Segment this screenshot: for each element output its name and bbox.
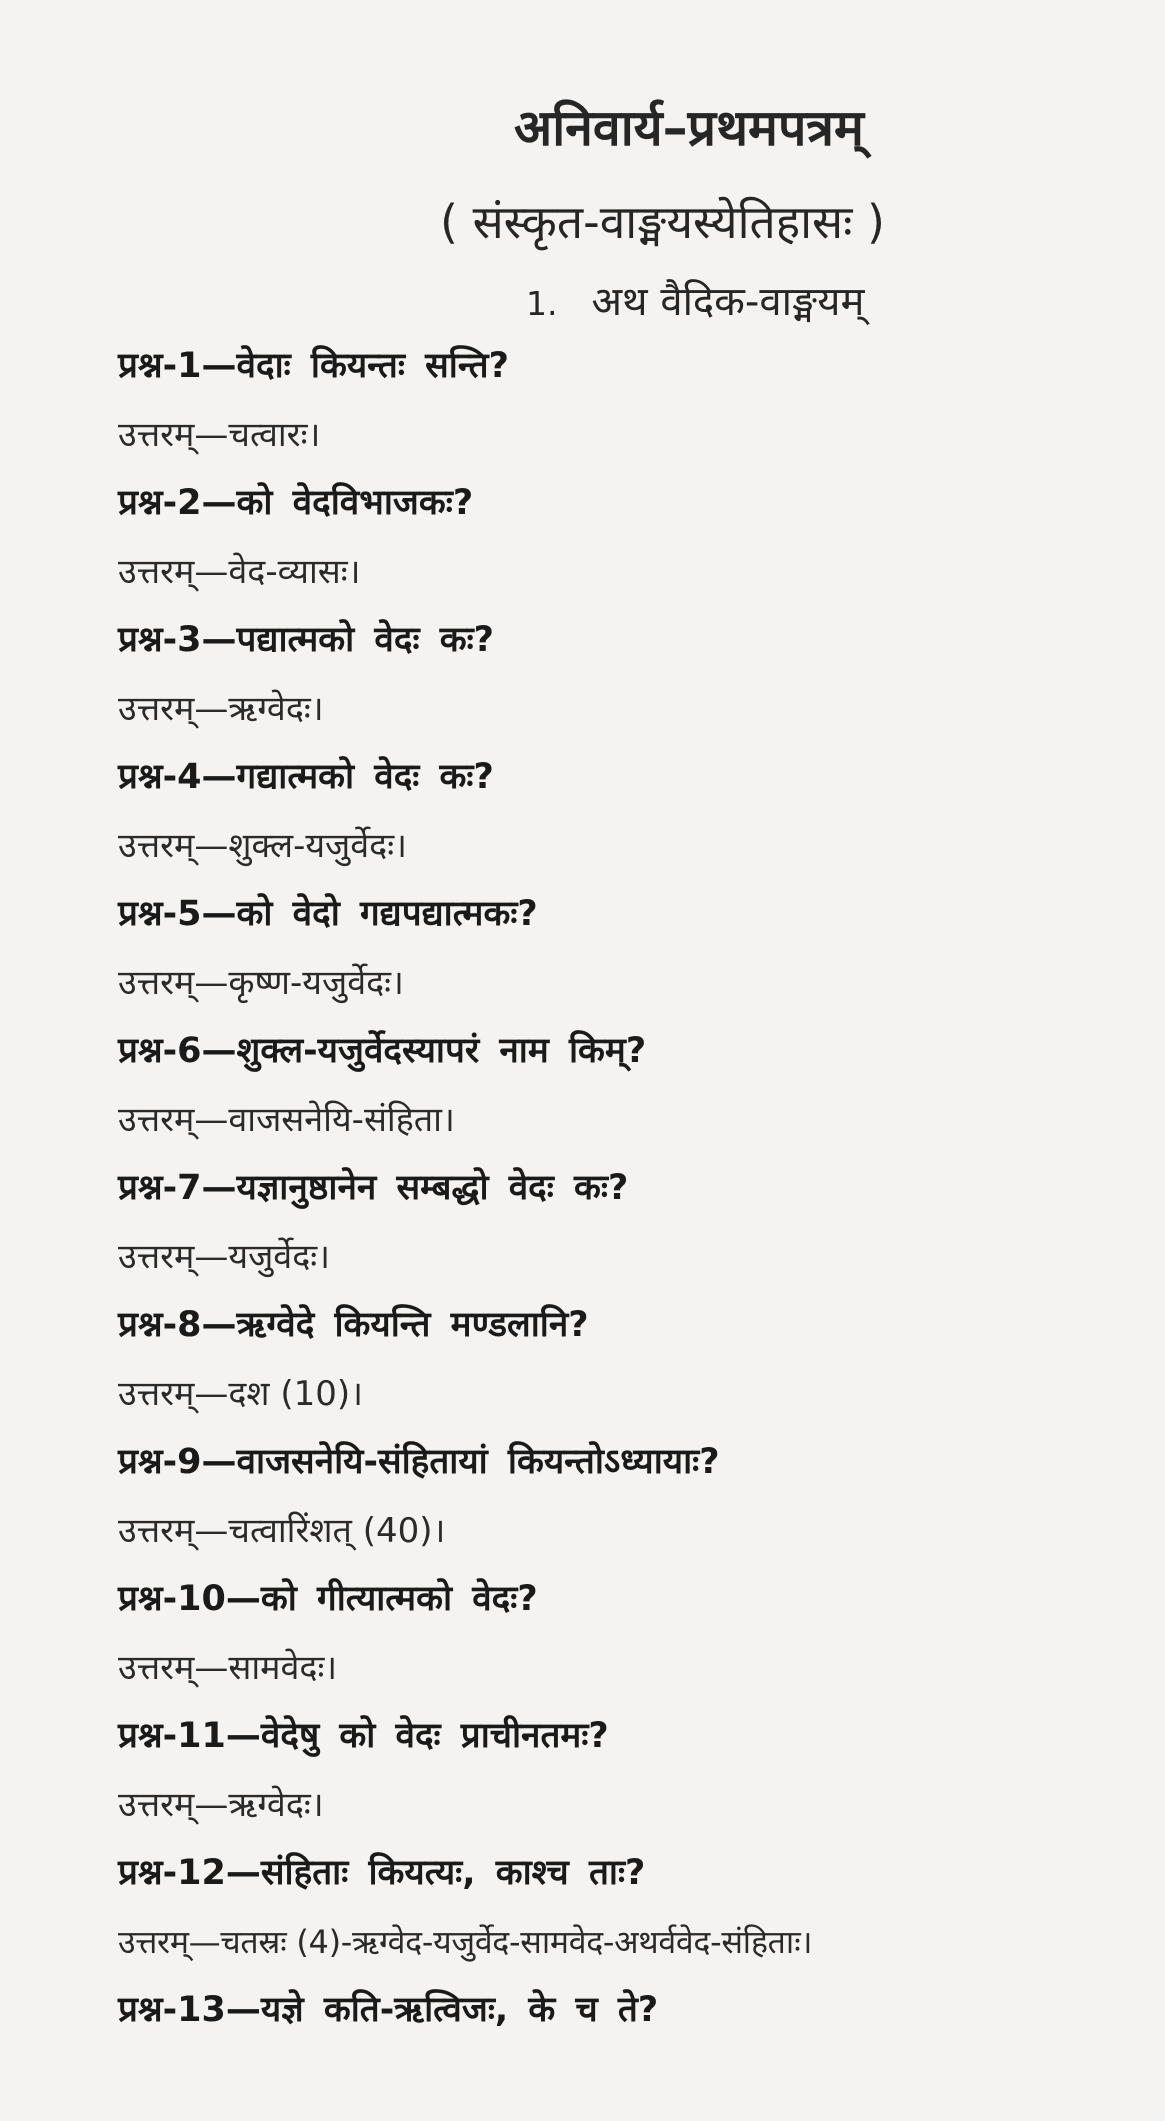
question-2: प्रश्न-2—को वेदविभाजकः? <box>118 483 474 523</box>
question-8: प्रश्न-8—ऋग्वेदे कियन्ति मण्डलानि? <box>118 1305 589 1345</box>
question-11: प्रश्न-11—वेदेषु को वेदः प्राचीनतमः? <box>118 1716 609 1756</box>
answer-8: उत्तरम्—दश (10)। <box>118 1373 364 1414</box>
question-5: प्रश्न-5—को वेदो गद्यपद्यात्मकः? <box>118 894 538 934</box>
question-12: प्रश्न-12—संहिताः कियत्यः, काश्च ताः? <box>118 1853 646 1893</box>
page-subtitle: ( संस्कृत-वाङ्मयस्येतिहासः ) <box>440 195 885 249</box>
question-1: प्रश्न-1—वेदाः कियन्तः सन्ति? <box>118 346 509 386</box>
answer-1: उत्तरम्—चत्वारः। <box>118 414 321 455</box>
question-4: प्रश्न-4—गद्यात्मको वेदः कः? <box>118 757 494 797</box>
answer-12: उत्तरम्—चतस्रः (4)-ऋग्वेद-यजुर्वेद-सामवेद-अथर्ववेद-संहिताः। <box>118 1922 813 1961</box>
answer-7: उत्तरम्—यजुर्वेदः। <box>118 1236 331 1277</box>
answer-11: उत्तरम्—ऋग्वेदः। <box>118 1784 324 1825</box>
answer-10: उत्तरम्—सामवेदः। <box>118 1647 338 1688</box>
question-3: प्रश्न-3—पद्यात्मको वेदः कः? <box>118 620 494 660</box>
question-9: प्रश्न-9—वाजसनेयि-संहितायां कियन्तोऽध्यायाः? <box>118 1442 720 1482</box>
answer-4: उत्तरम्—शुक्ल-यजुर्वेदः। <box>118 825 407 866</box>
answer-2: उत्तरम्—वेद-व्यासः। <box>118 551 361 592</box>
question-6: प्रश्न-6—शुक्ल-यजुर्वेदस्यापरं नाम किम्? <box>118 1031 647 1071</box>
question-13: प्रश्न-13—यज्ञे कति-ऋत्विजः, के च ते? <box>118 1990 659 2030</box>
section-number: 1. <box>526 284 558 323</box>
section-title: अथ वैदिक-वाङ्मयम् <box>591 279 865 325</box>
page-title: अनिवार्य–प्रथमपत्रम् <box>514 99 864 157</box>
section-heading <box>526 272 864 327</box>
answer-3: उत्तरम्—ऋग्वेदः। <box>118 688 324 729</box>
qa-list <box>118 340 1158 2053</box>
question-10: प्रश्न-10—को गीत्यात्मको वेदः? <box>118 1579 538 1619</box>
answer-6: उत्तरम्—वाजसनेयि-संहिता। <box>118 1099 455 1140</box>
answer-5: उत्तरम्—कृष्ण-यजुर्वेदः। <box>118 962 404 1003</box>
question-7: प्रश्न-7—यज्ञानुष्ठानेन सम्बद्धो वेदः कः? <box>118 1168 629 1208</box>
answer-9: उत्तरम्—चत्वारिंशत् (40)। <box>118 1510 446 1551</box>
